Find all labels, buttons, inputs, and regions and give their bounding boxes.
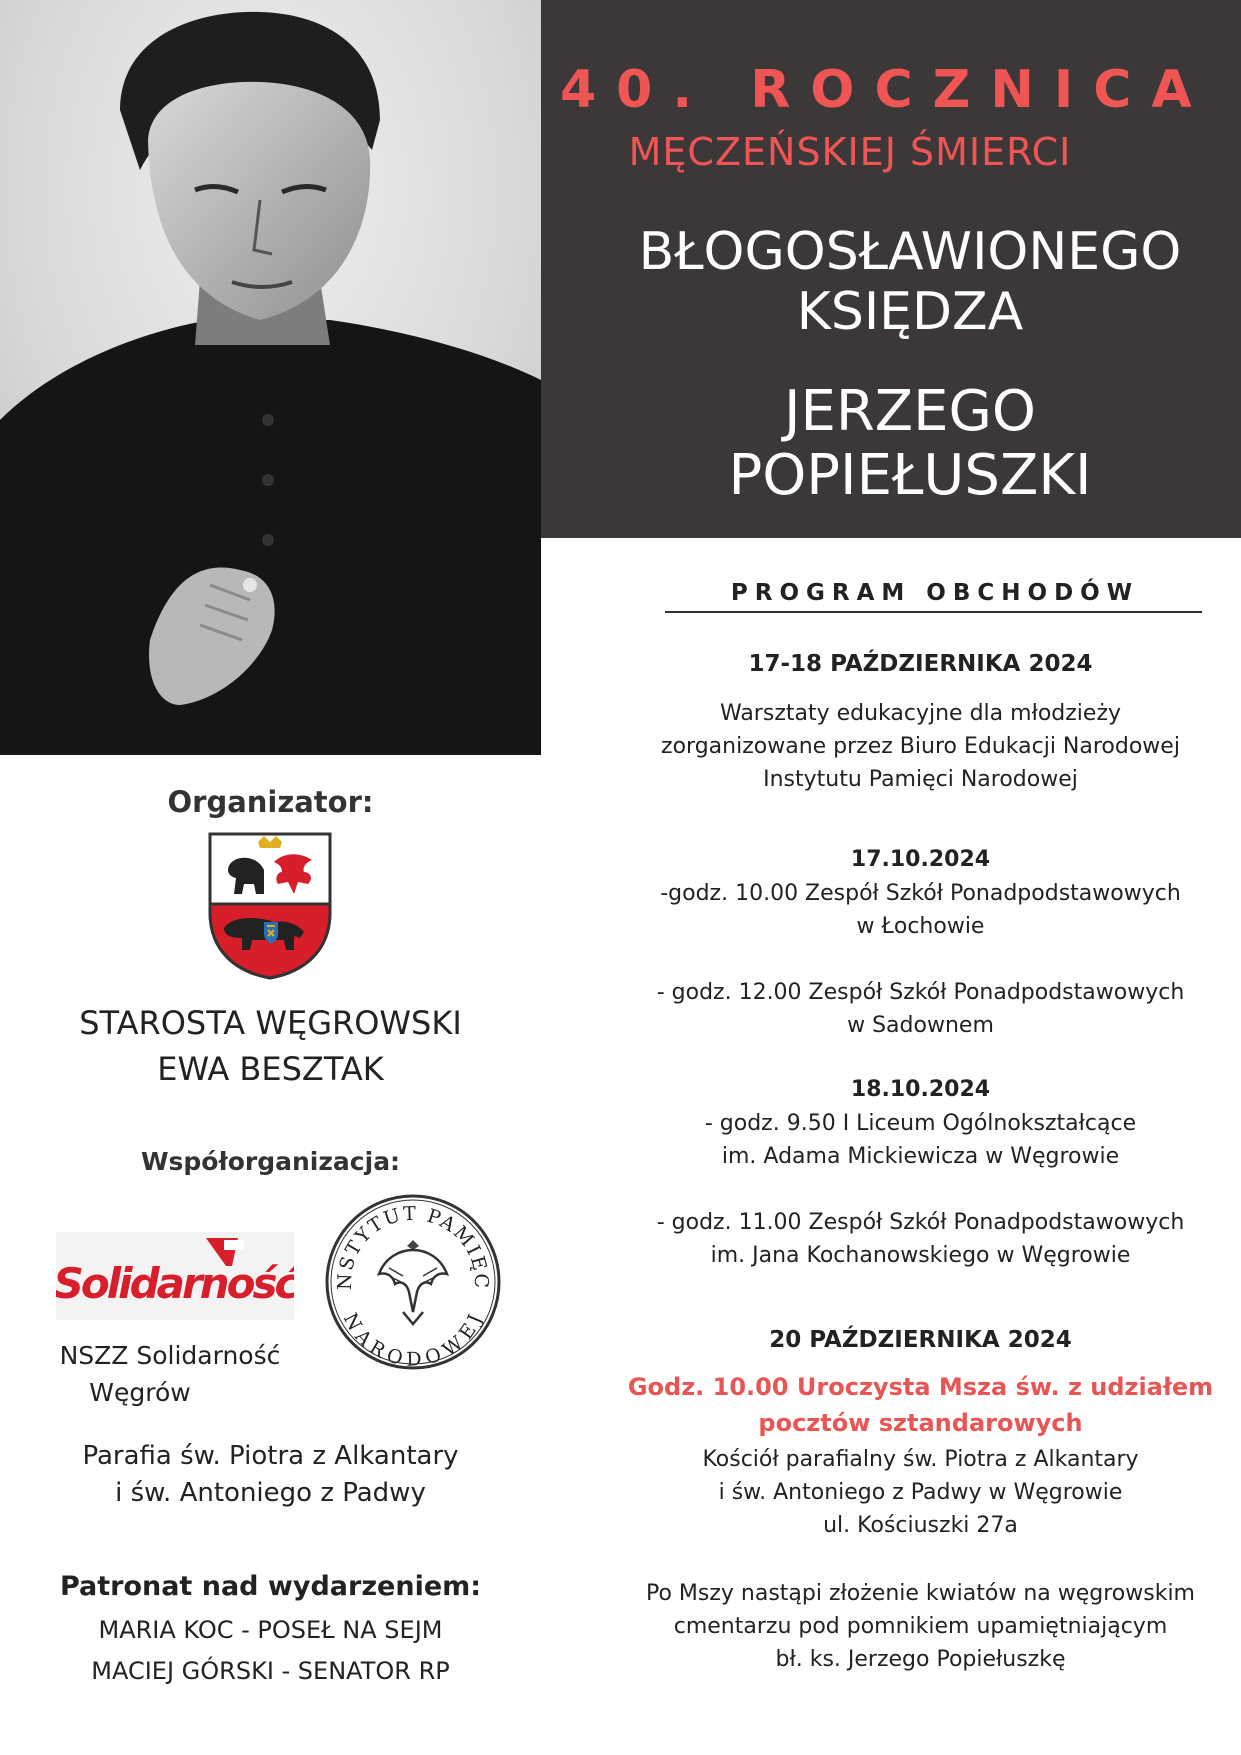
text-line: - godz. 11.00 Zespół Szkół Ponadpodstawowych	[656, 1210, 1185, 1235]
mass-location	[600, 1443, 1241, 1542]
schedule-item	[600, 976, 1241, 1042]
anniversary-heading: 40. ROCZNICA	[560, 60, 1212, 120]
text-line: Warsztaty edukacyjne dla młodzieży	[719, 701, 1122, 726]
mass-highlight	[600, 1369, 1241, 1441]
seal-top-text: NSTYTUT PAMIĘC	[333, 1202, 493, 1291]
text-line: Kościół parafialny św. Piotra z Alkantary	[702, 1447, 1139, 1472]
solidarnosc-name	[0, 1337, 340, 1411]
text-line: w Łochowie	[856, 914, 985, 939]
text-line: EWA BESZTAK	[157, 1050, 384, 1088]
patronage-label: Patronat nad wydarzeniem:	[59, 1571, 482, 1602]
after-mass-note	[600, 1577, 1241, 1676]
schedule-item	[600, 1107, 1241, 1173]
organizer-label: Organizator:	[167, 785, 374, 819]
title-line: KSIĘDZA	[796, 282, 1024, 342]
coat-of-arms-icon	[208, 832, 332, 980]
text-line: im. Adama Mickiewicza w Węgrowie	[721, 1144, 1120, 1169]
title-line: POPIEŁUSZKI	[728, 443, 1092, 508]
martyrdom-subheading: MĘCZEŃSKIEJ ŚMIERCI	[628, 130, 1072, 174]
workshops-description	[600, 697, 1241, 796]
text-line: - godz. 12.00 Zespół Szkół Ponadpodstawowych	[656, 980, 1185, 1005]
text-line: ul. Kościuszki 27a	[823, 1513, 1018, 1538]
name-title	[600, 380, 1220, 508]
program-divider	[665, 611, 1202, 613]
text-line: pocztów sztandarowych	[758, 1409, 1083, 1437]
seal-bottom-text: NARODOWEJ	[338, 1309, 488, 1371]
title-line: JERZEGO	[783, 379, 1037, 444]
text-line: cmentarzu pod pomnikiem upamiętniającym	[673, 1614, 1168, 1639]
text-line: - godz. 9.50 I Liceum Ogólnokształcące	[704, 1111, 1137, 1136]
text-line: MACIEJ GÓRSKI - SENATOR RP	[91, 1657, 450, 1685]
text-line: -godz. 10.00 Zespół Szkół Ponadpodstawowych	[660, 881, 1181, 906]
portrait-photo	[0, 0, 541, 755]
text-line: zorganizowane przez Biuro Edukacji Narodowej	[661, 734, 1180, 759]
text-line: Godz. 10.00 Uroczysta Msza św. z udziałem	[627, 1373, 1214, 1401]
schedule-item	[600, 877, 1241, 943]
text-line: i św. Antoniego z Padwy w Węgrowie	[718, 1480, 1123, 1505]
schedule-item	[600, 1206, 1241, 1272]
title-line: BŁOGOSŁAWIONEGO	[638, 222, 1182, 282]
ipn-seal-icon	[323, 1192, 503, 1372]
solidarnosc-wordmark: Solidarność	[56, 1259, 294, 1308]
text-line: Parafia św. Piotra z Alkantary	[82, 1441, 459, 1471]
text-line: w Sadownem	[847, 1013, 994, 1038]
coorganization-label: Współorganizacja:	[140, 1147, 401, 1176]
date-heading: 17.10.2024	[850, 847, 991, 872]
date-heading: 17-18 PAŹDZIERNIKA 2024	[748, 651, 1093, 677]
organizer-name	[0, 1000, 541, 1092]
patrons-list	[0, 1610, 541, 1692]
parish-name	[0, 1438, 541, 1512]
date-heading: 20 PAŹDZIERNIKA 2024	[769, 1327, 1072, 1353]
program-heading: PROGRAM OBCHODÓW	[730, 580, 1140, 606]
text-line: bł. ks. Jerzego Popiełuszkę	[775, 1647, 1066, 1672]
portrait-illustration	[0, 0, 541, 755]
text-line: Po Mszy nastąpi złożenie kwiatów na węgrowskim	[645, 1581, 1195, 1606]
text-line: Węgrów	[89, 1378, 191, 1407]
text-line: im. Jana Kochanowskiego w Węgrowie	[710, 1243, 1131, 1268]
text-line: NSZZ Solidarność	[59, 1341, 281, 1370]
solidarnosc-logo	[56, 1232, 294, 1320]
text-line: MARIA KOC - POSEŁ NA SEJM	[98, 1616, 443, 1644]
date-heading: 18.10.2024	[850, 1077, 991, 1102]
text-line: Instytutu Pamięci Narodowej	[763, 767, 1078, 792]
text-line: STAROSTA WĘGROWSKI	[79, 1004, 462, 1042]
blessed-priest-title	[600, 222, 1220, 342]
text-line: i św. Antoniego z Padwy	[115, 1478, 426, 1508]
